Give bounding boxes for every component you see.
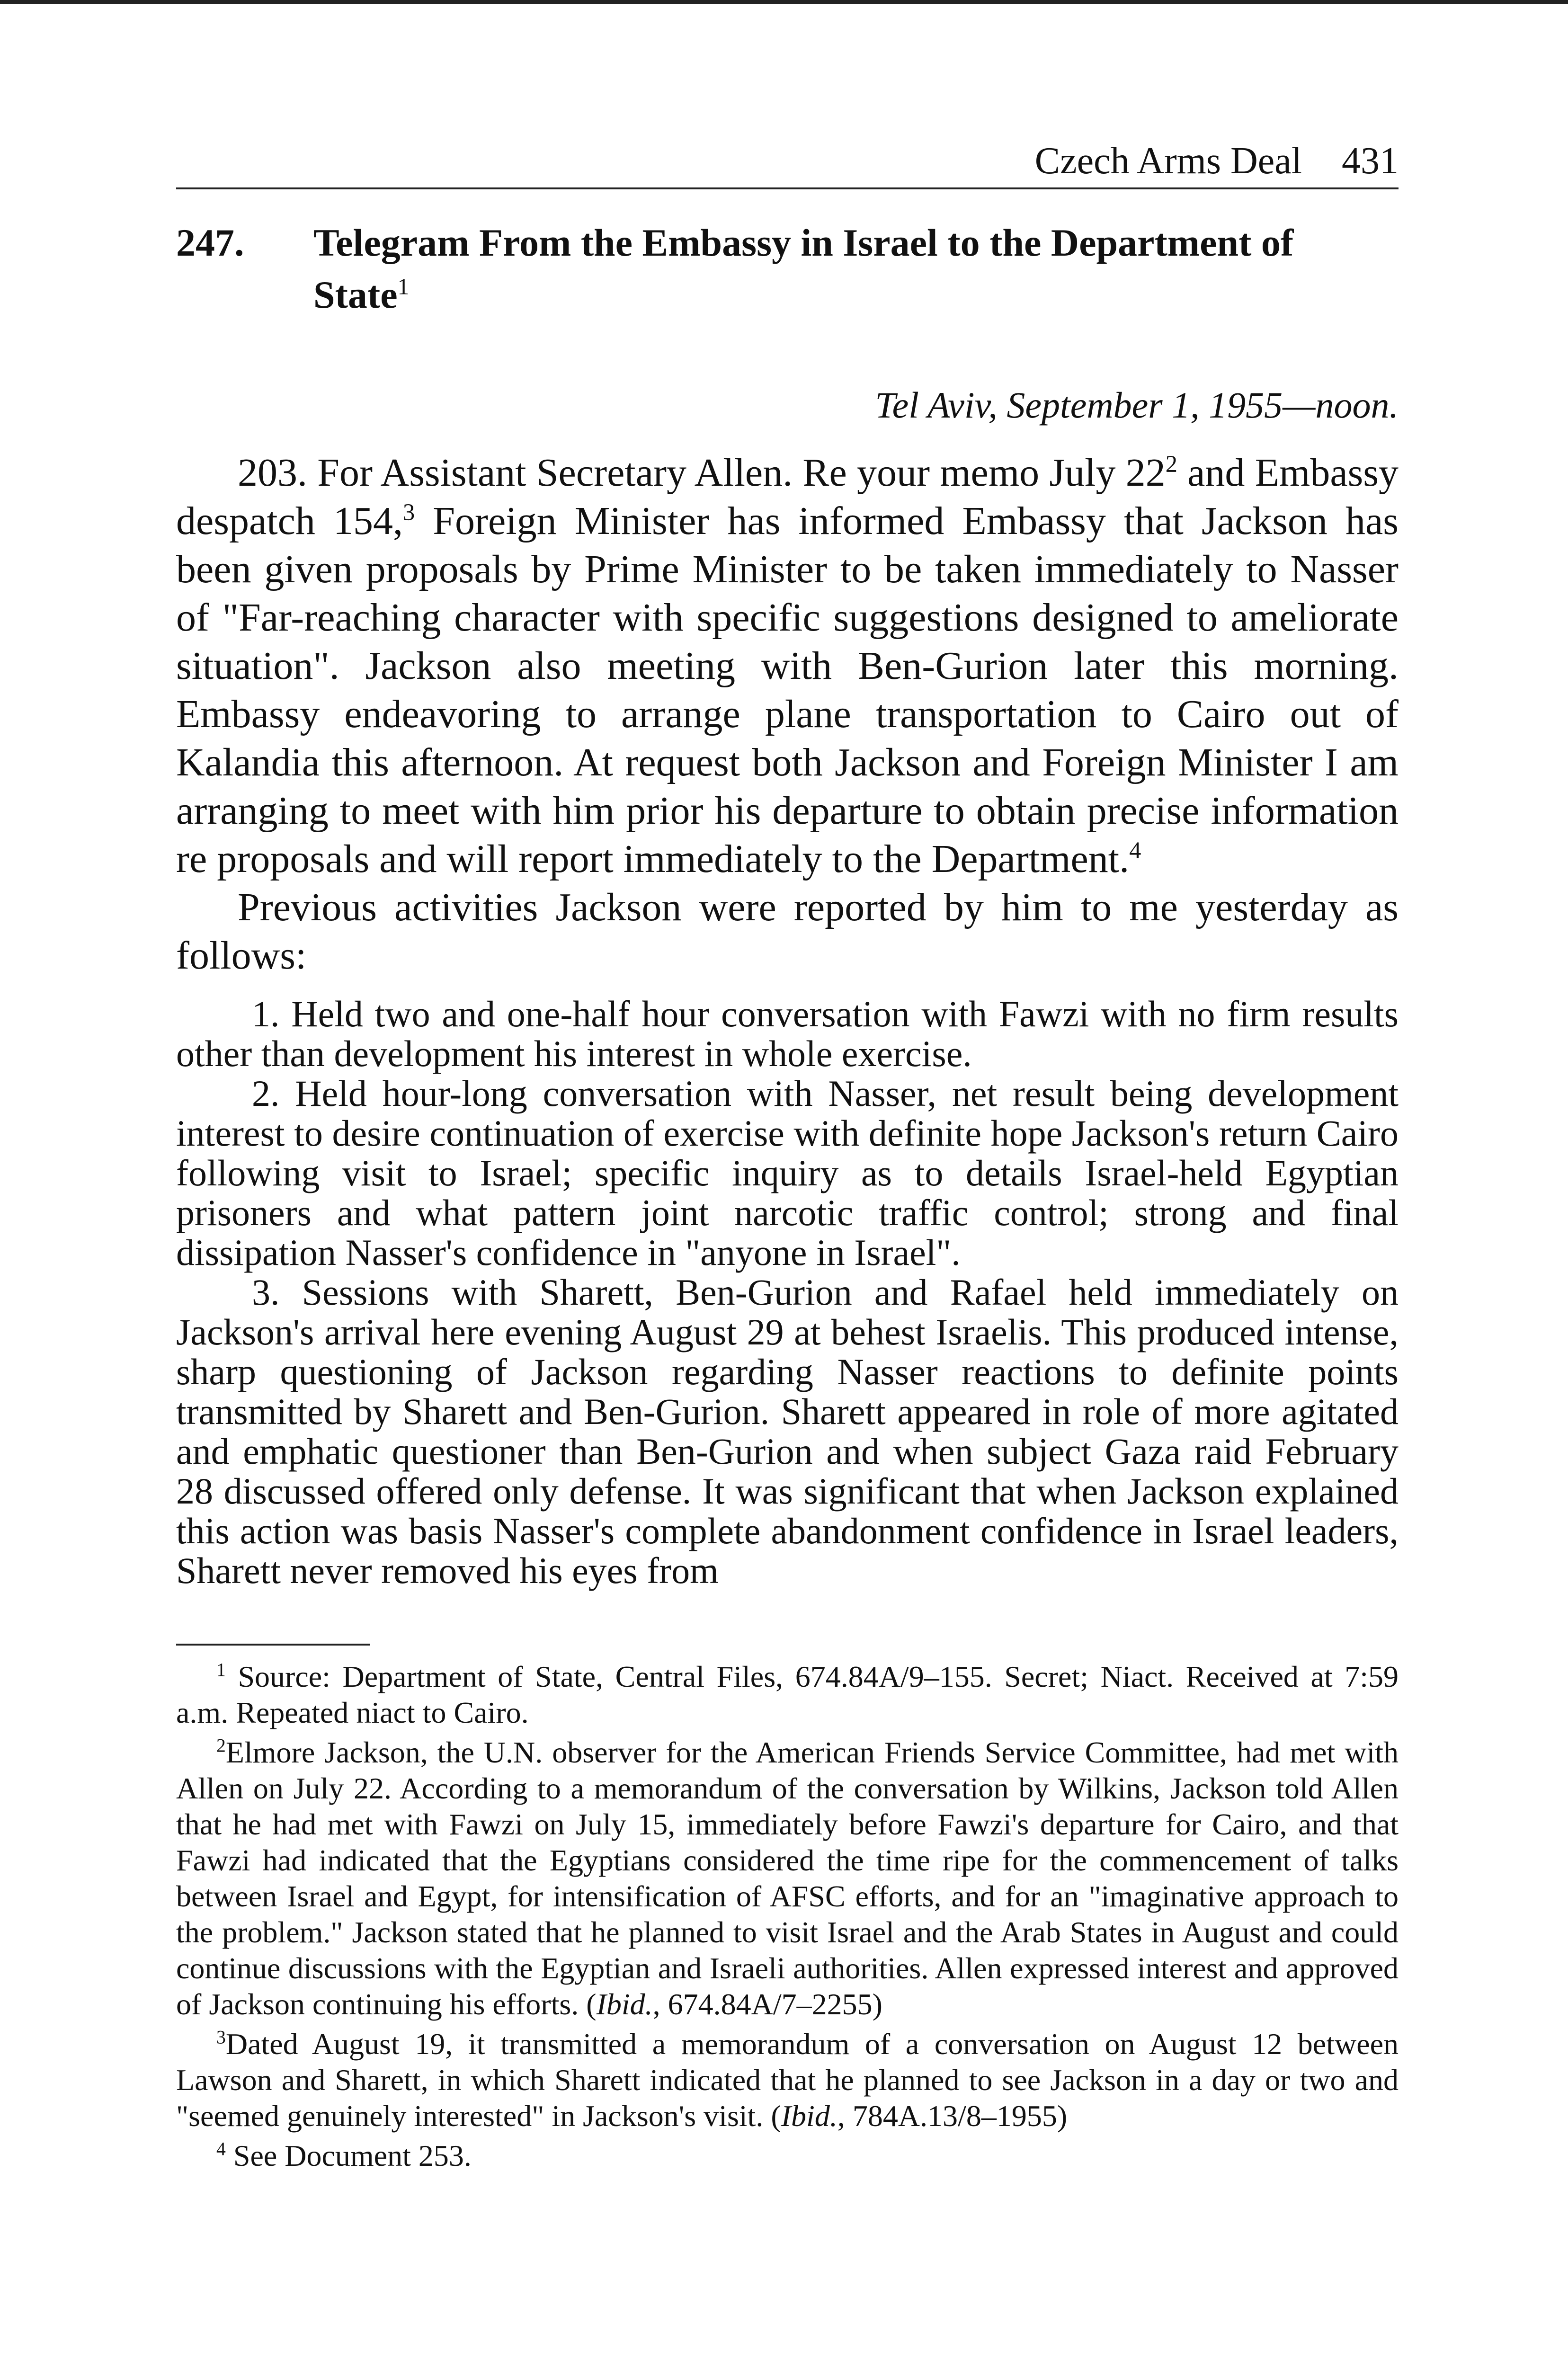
footnote-ref-3: 3 — [402, 499, 415, 525]
document-title-text: Telegram From the Embassy in Israel to the Department of State — [313, 221, 1294, 316]
footnote-text: Elmore Jackson, the U.N. observer for the American Friends Service Committee, had met with Allen on July 22. According to a memorandum of the conversation by Wilkins, Jackson told Allen that he had met with Fawzi on July 15, immediately before Fawzi's departure for Cairo, and that Fawzi had indicated that the Egyptians considered the time ripe for the commencement of talks between Israel and Egypt, for intensification of AFSC efforts, and for an "imaginative approach to the problem." Jackson stated that he planned to visit Israel and the Arab States in August and could continue discussions with the Egyptian and Israeli authorities. Allen expressed interest and approved of Jackson continuing his efforts. ( — [176, 1735, 1399, 2021]
footnote-tail: , 674.84A/7–2255) — [652, 1987, 882, 2021]
footnote-tail: , 784A.13/8–1955) — [837, 2099, 1068, 2133]
ibid: Ibid. — [596, 1987, 653, 2021]
page — [176, 137, 1399, 2178]
paragraph-1-text-a: 203. For Assistant Secretary Allen. Re your memo July 22 — [238, 451, 1166, 495]
footnote-marker: 1 — [216, 1659, 226, 1681]
page-number: 431 — [1342, 140, 1399, 182]
document-title — [313, 217, 1399, 321]
footnotes — [176, 1659, 1399, 2174]
footnote-marker: 3 — [216, 2027, 226, 2048]
footnote-text: Source: Department of State, Central Files, 674.84A/9–155. Secret; Niact. Received at 7:59 a.m. Repeated niact to Cairo. — [176, 1660, 1399, 1729]
telegram-body — [176, 449, 1399, 980]
paragraph-1-text-b: and Embassy despatch 154, — [176, 451, 1399, 543]
paragraph-2: Previous activities Jackson were reported by him to me yesterday as follows: — [176, 885, 1399, 978]
activity-list — [176, 994, 1399, 1591]
footnote-2 — [176, 1735, 1399, 2022]
list-item: 3. Sessions with Sharett, Ben-Gurion and Rafael held immediately on Jackson's arrival here evening August 29 at behest Israelis. This produced intense, sharp questioning of Jackson regarding Nasser reactions to definite points transmitted by Sharett and Ben-Gurion. Sharett appeared in role of more agitated and emphatic questioner than Ben-Gurion and when subject Gaza raid February 28 discussed offered only defense. It was significant that when Jackson explained this action was basis Nasser's complete abandonment confidence in Israel leaders, Sharett never removed his eyes from — [176, 1272, 1399, 1591]
footnote-text: See Document 253. — [233, 2139, 472, 2172]
list-item: 1. Held two and one-half hour conversation with Fawzi with no firm results other than development his interest in whole exercise. — [176, 993, 1399, 1074]
document-heading — [176, 217, 1399, 321]
footnote-4 — [176, 2138, 1399, 2174]
running-head-title: Czech Arms Deal — [1034, 140, 1302, 182]
footnote-ref-1: 1 — [397, 273, 410, 300]
footnote-text: Dated August 19, it transmitted a memorandum of a conversation on August 12 between Lawson and Sharett, in which Sharett indicated that he planned to see Jackson in a day or two and "seemed genuinely interested" in Jackson's visit. ( — [176, 2027, 1399, 2133]
footnote-marker: 4 — [216, 2138, 226, 2160]
scan-edge — [0, 0, 1568, 4]
footnote-3 — [176, 2026, 1399, 2134]
dateline: Tel Aviv, September 1, 1955—noon. — [875, 384, 1399, 426]
footnote-ref-4: 4 — [1129, 837, 1141, 863]
footnote-rule — [176, 1644, 370, 1646]
paragraph-1 — [176, 449, 1399, 883]
footnote-1 — [176, 1659, 1399, 1731]
ibid: Ibid. — [781, 2099, 837, 2133]
running-head — [176, 137, 1399, 189]
footnote-ref-2: 2 — [1165, 451, 1177, 477]
paragraph-1-text-c: Foreign Minister has informed Embassy that Jackson has been given proposals by Prime Minister to be taken immediately to Nasser of "Far-reaching character with specific suggestions designed to ameliorate situation". Jackson also meeting with Ben-Gurion later this morning. Embassy endeavoring to arrange plane transportation to Cairo out of Kalandia this afternoon. At request both Jackson and Foreign Minister I am arranging to meet with him prior his departure to obtain precise information re proposals and will report immediately to the Department. — [176, 499, 1399, 881]
document-number: 247. — [176, 221, 244, 264]
footnote-marker: 2 — [216, 1735, 226, 1756]
list-item: 2. Held hour-long conversation with Nasser, net result being development interest to desire continuation of exercise with definite hope Jackson's return Cairo following visit to Israel; specific inquiry as to details Israel-held Egyptian prisoners and what pattern joint narcotic traffic control; strong and final dissipation Nasser's confidence in "anyone in Israel". — [176, 1073, 1399, 1273]
